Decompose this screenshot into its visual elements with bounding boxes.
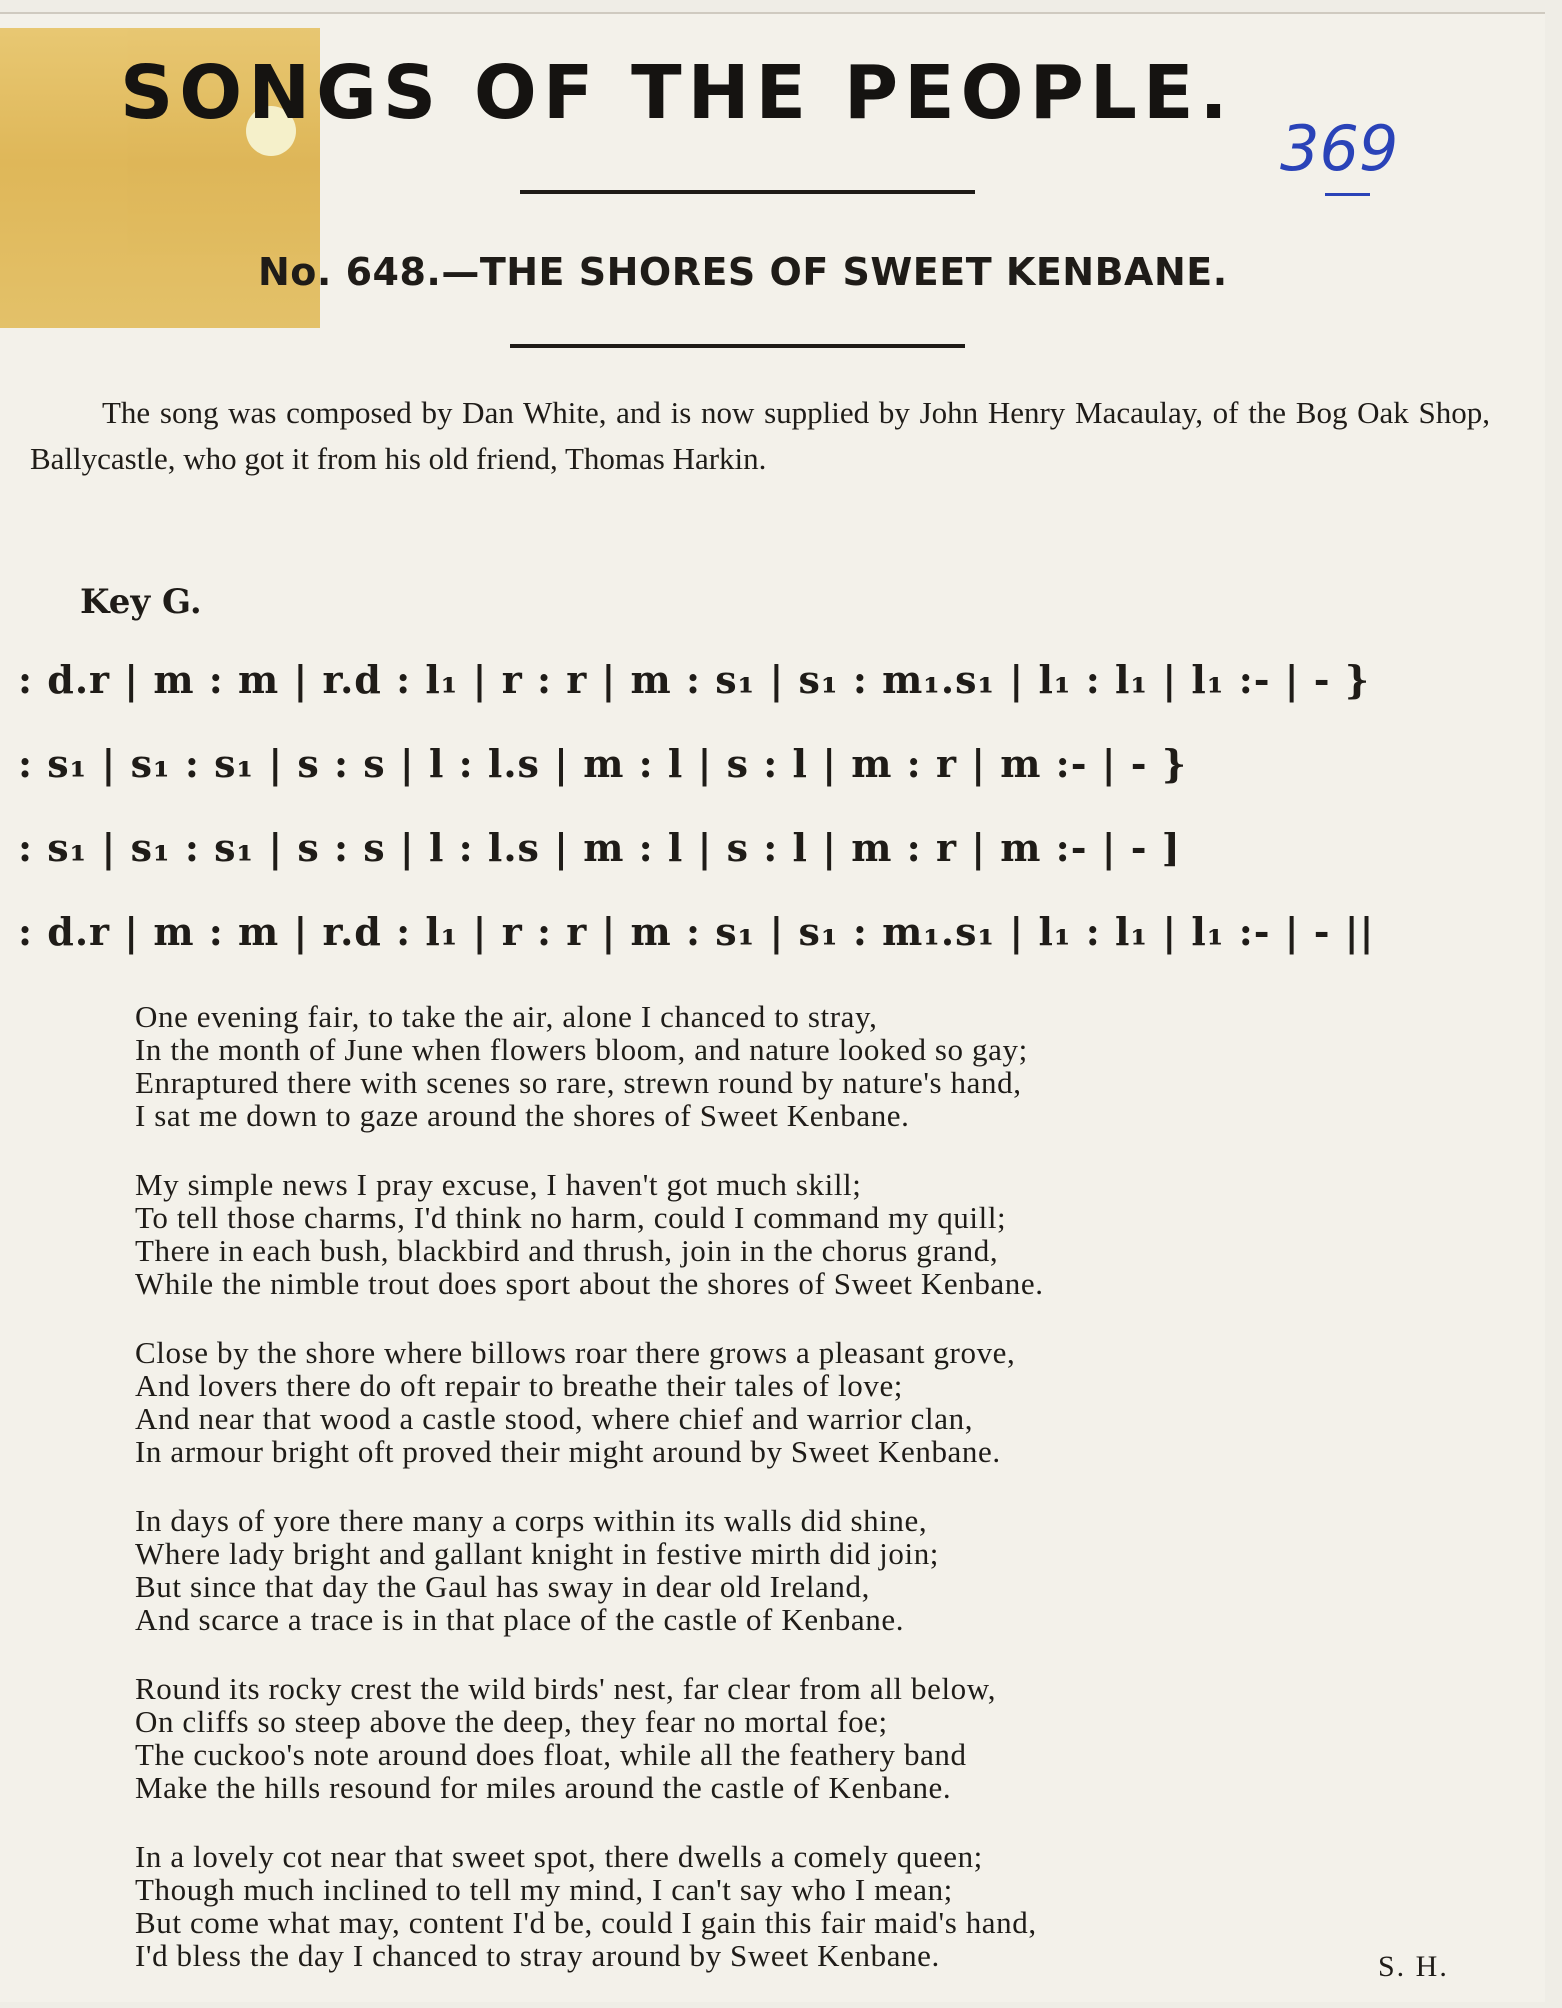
lyric-line: But since that day the Gaul has sway in dear old Ireland, <box>135 1569 870 1604</box>
lyric-line: On cliffs so steep above the deep, they fear no mortal foe; <box>135 1704 888 1739</box>
stanza <box>135 1504 1435 1636</box>
lyric-line: Enraptured there with scenes so rare, strewn round by nature's hand, <box>135 1065 1022 1100</box>
divider-rule <box>510 344 965 348</box>
lyric-line: Round its rocky crest the wild birds' nest, far clear from all below, <box>135 1671 997 1706</box>
lyric-line: And scarce a trace is in that place of the castle of Kenbane. <box>135 1602 905 1637</box>
notation-line: : d.r | m : m | r.d : l₁ | r : r | m : s₁ | s₁ : m₁.s₁ | l₁ : l₁ | l₁ :- | - } <box>18 657 1371 702</box>
song-title: No. 648.—THE SHORES OF SWEET KENBANE. <box>258 250 1228 294</box>
lyric-line: In a lovely cot near that sweet spot, there dwells a comely queen; <box>135 1839 983 1874</box>
catalog-number-underline <box>1325 193 1370 196</box>
lyric-line: I sat me down to gaze around the shores of Sweet Kenbane. <box>135 1098 910 1133</box>
lyric-line: In the month of June when flowers bloom, and nature looked so gay; <box>135 1032 1028 1067</box>
notation-line: : s₁ | s₁ : s₁ | s : s | l : l.s | m : l | s : l | m : r | m :- | - ] <box>18 825 1181 870</box>
stanza <box>135 1000 1435 1132</box>
lyric-line: Though much inclined to tell my mind, I can't say who I mean; <box>135 1872 953 1907</box>
stanza <box>135 1168 1435 1300</box>
music-key: Key G. <box>80 582 202 622</box>
lyric-line: One evening fair, to take the air, alone I chanced to stray, <box>135 999 878 1034</box>
stanza <box>135 1336 1435 1468</box>
lyric-line: The cuckoo's note around does float, while all the feathery band <box>135 1737 967 1772</box>
notation-line: : d.r | m : m | r.d : l₁ | r : r | m : s₁ | s₁ : m₁.s₁ | l₁ : l₁ | l₁ :- | - || <box>18 909 1375 954</box>
stanza <box>135 1840 1435 1972</box>
stanza <box>135 1672 1435 1804</box>
song-intro: The song was composed by Dan White, and is now supplied by John Henry Macaulay, of the Bog Oak Shop, Ballycastle, who got it from his old friend, Thomas Harkin. <box>30 395 1490 476</box>
divider-rule <box>520 190 975 194</box>
lyric-line: Where lady bright and gallant knight in festive mirth did join; <box>135 1536 940 1571</box>
lyric-line: In armour bright oft proved their might around by Sweet Kenbane. <box>135 1434 1001 1469</box>
lyric-line: Make the hills resound for miles around the castle of Kenbane. <box>135 1770 952 1805</box>
lyric-line: Close by the shore where billows roar there grows a pleasant grove, <box>135 1335 1016 1370</box>
lyric-line: In days of yore there many a corps within its walls did shine, <box>135 1503 928 1538</box>
lyric-line: And lovers there do oft repair to breathe their tales of love; <box>135 1368 904 1403</box>
handwritten-catalog-number: 369 <box>1280 112 1399 185</box>
lyric-line: To tell those charms, I'd think no harm, could I command my quill; <box>135 1200 1007 1235</box>
lyric-line: And near that wood a castle stood, where chief and warrior clan, <box>135 1401 974 1436</box>
lyrics <box>135 1000 1435 2008</box>
lyric-line: But come what may, content I'd be, could I gain this fair maid's hand, <box>135 1905 1037 1940</box>
lyric-line: There in each bush, blackbird and thrush, join in the chorus grand, <box>135 1233 999 1268</box>
lyric-line: I'd bless the day I chanced to stray around by Sweet Kenbane. <box>135 1938 940 1973</box>
author-initials: S. H. <box>1378 1950 1449 1983</box>
lyric-line: While the nimble trout does sport about the shores of Sweet Kenbane. <box>135 1266 1044 1301</box>
lyric-line: My simple news I pray excuse, I haven't got much skill; <box>135 1167 862 1202</box>
series-title: SONGS OF THE PEOPLE. <box>120 50 1234 136</box>
notation-line: : s₁ | s₁ : s₁ | s : s | l : l.s | m : l | s : l | m : r | m :- | - } <box>18 741 1188 786</box>
tonic-solfa-notation <box>18 640 1498 976</box>
